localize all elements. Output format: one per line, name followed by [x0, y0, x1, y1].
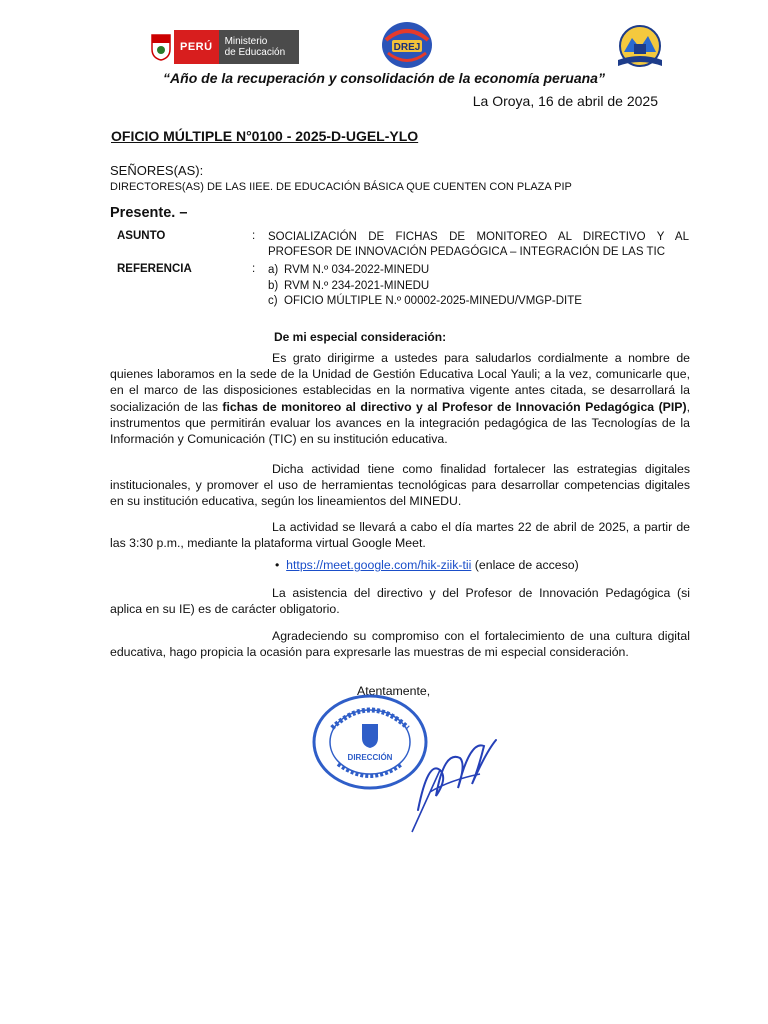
ugel-logo — [614, 22, 666, 72]
referencia-row — [117, 263, 689, 310]
asunto-text: SOCIALIZACIÓN DE FICHAS DE MONITOREO AL DIRECTIVO Y AL PROFESOR DE INNOVACIÓN PEDAGÓGICA – INTEGRACIÓN DE LAS TIC — [268, 231, 689, 258]
paragraph-2: Dicha actividad tiene como finalidad fortalecer las estrategias digitales institucionales, y promover el uso de herramientas tecnológicas para desarrollar competencias digitales en su institución educativa, según los lineamientos del MINEDU. — [110, 462, 690, 509]
referencia-label: REFERENCIA — [117, 263, 192, 275]
recipients-label: SEÑORES(AS): — [110, 163, 204, 178]
paragraph-1: Es grato dirigirme a ustedes para saludarlos cordialmente a nombre de quienes laboramos en la sede de la Unidad de Gestión Educativa Local Yauli; a la vez, comunicarle que, en el marco de las disposiciones establecidas en la normativa vigente antes citada, se desarrollará la socialización de las fichas de monitoreo al directivo y al Profesor de Innovación Pedagógica (PIP), instrumentos que permitirán evaluar los avances en la integración pedagógica de las Tecnologías de la Información y Comunicación (TIC) en su institución educativa. — [110, 351, 690, 447]
drej-logo — [380, 20, 434, 70]
list-item: b) RVM N.º 234-2021-MINEDU — [268, 279, 430, 292]
presente-heading: Presente. – — [110, 205, 188, 221]
paragraph-1-bold: fichas de monitoreo al directivo y al Profesor de Innovación Pedagógica (PIP) — [222, 399, 687, 414]
ministry-label — [219, 30, 299, 64]
asunto-row — [117, 230, 689, 260]
recipients: DIRECTORES(AS) DE LAS IIEE. DE EDUCACIÓN BÁSICA QUE CUENTEN CON PLAZA PIP — [110, 181, 572, 193]
svg-text:DREJ: DREJ — [393, 42, 421, 53]
meet-link-line — [275, 558, 579, 572]
peru-label: PERÚ — [174, 30, 219, 64]
ministry-line2: de Educación — [224, 47, 286, 58]
greeting: De mi especial consideración: — [274, 330, 447, 344]
list-item: a) RVM N.º 034-2022-MINEDU — [268, 264, 430, 276]
paragraph-3: La actividad se llevará a cabo el día martes 22 de abril de 2025, a partir de las 3:30 p.m., mediante la plataforma virtual Google Meet. — [110, 520, 690, 551]
seal-center-text: DIRECCIÓN — [347, 753, 393, 762]
year-motto: “Año de la recuperación y consolidación de la economía peruana” — [163, 70, 605, 86]
peru-ministry-logo — [148, 30, 299, 64]
closing: Atentamente, — [357, 684, 431, 698]
list-item: c) OFICIO MÚLTIPLE N.º 00002-2025-MINEDU/VMGP-DITE — [268, 295, 582, 307]
meet-link[interactable]: https://meet.google.com/hik-ziik-tii — [286, 558, 472, 572]
handwritten-signature — [400, 700, 510, 840]
peru-shield-icon — [148, 30, 174, 64]
referencia-colon: : — [252, 263, 256, 275]
reference-list — [268, 263, 689, 310]
paragraph-4: La asistencia del directivo y del Profesor de Innovación Pedagógica (si aplica en su IE) es de carácter obligatorio. — [110, 586, 690, 617]
meet-note: (enlace de acceso) — [471, 558, 579, 572]
asunto-colon: : — [252, 230, 256, 242]
document-number: OFICIO MÚLTIPLE N°0100 - 2025-D-UGEL-YLO — [111, 128, 419, 144]
subject-reference-table — [117, 230, 689, 310]
ministry-line1: Ministerio — [224, 36, 268, 47]
paragraph-5: Agradeciendo su compromiso con el fortalecimiento de una cultura digital educativa, hago propicia la ocasión para expresarle las muestras de mi especial consideración. — [110, 629, 690, 660]
asunto-label: ASUNTO — [117, 230, 166, 242]
bullet: • — [275, 558, 280, 572]
place-date: La Oroya, 16 de abril de 2025 — [472, 93, 658, 109]
